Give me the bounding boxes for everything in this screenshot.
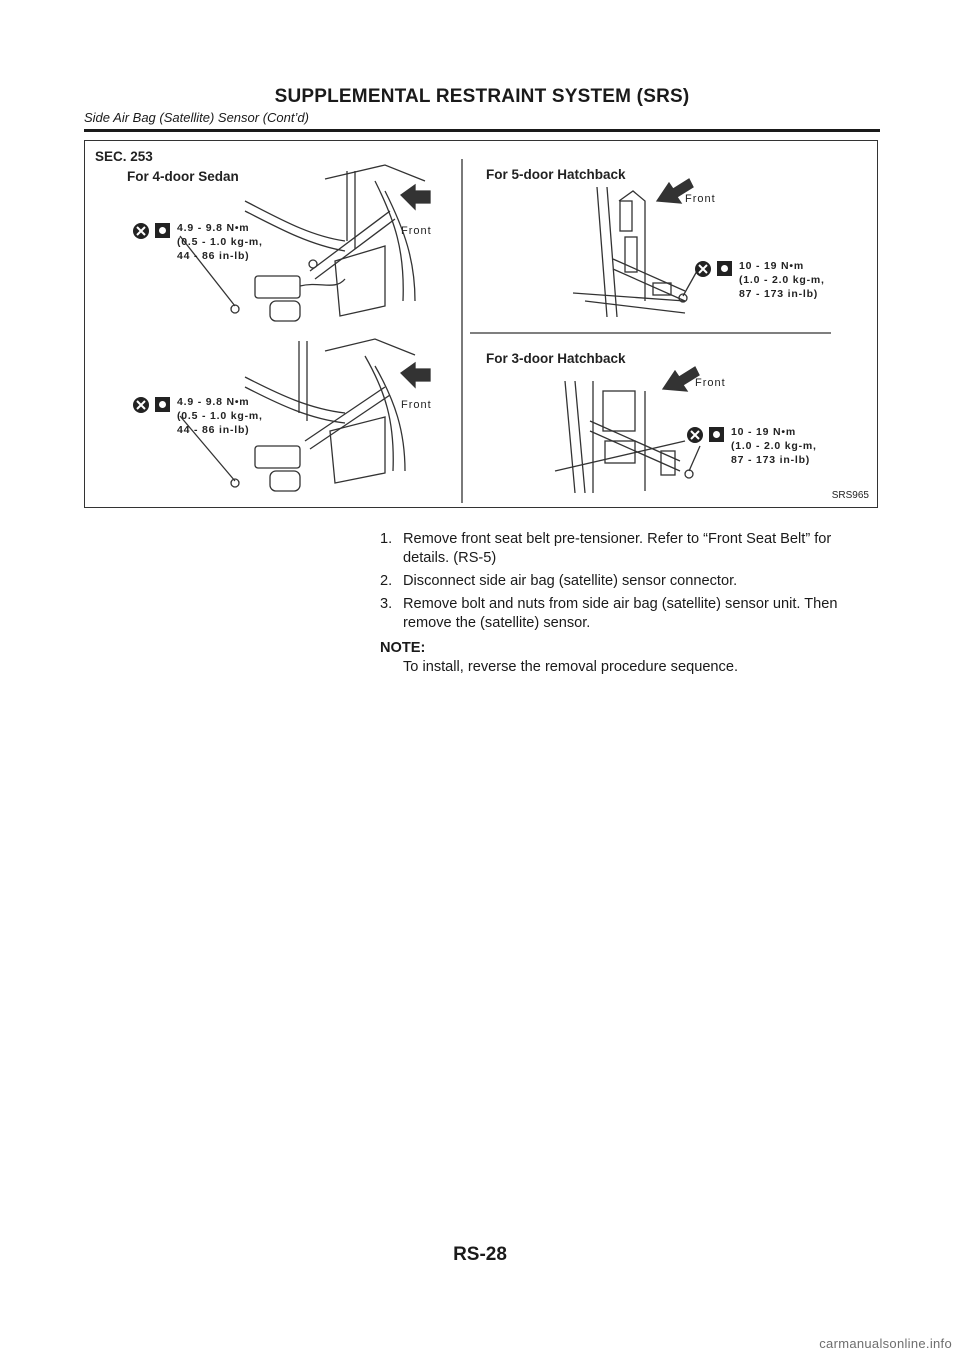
torque-spec-hatchback3: 10 - 19 N•m (1.0 - 2.0 kg-m, 87 - 173 in-lb) [731, 426, 817, 466]
figure-code: SRS965 [831, 490, 869, 501]
section-label: SEC. 253 [95, 149, 153, 164]
front-label-4: Front [695, 377, 726, 389]
header-rule [84, 129, 880, 132]
note-text: To install, reverse the removal procedure sequence. [403, 659, 739, 675]
note-title: NOTE: [380, 640, 426, 656]
page-header [84, 86, 880, 126]
torque-spec-hatchback5: 10 - 19 N•m (1.0 - 2.0 kg-m, 87 - 173 in-lb) [739, 260, 825, 300]
panel-title-hatchback3: For 3-door Hatchback [486, 351, 626, 366]
front-label-3: Front [685, 193, 716, 205]
front-arrow-4 [663, 367, 699, 391]
torque-spec-sedan-lower: 4.9 - 9.8 N•m (0.5 - 1.0 kg-m, 44 - 86 in-lb) [177, 396, 263, 436]
watermark-link[interactable]: carmanualsonline.info [819, 1336, 952, 1351]
page-title: SUPPLEMENTAL RESTRAINT SYSTEM (SRS) [274, 86, 690, 107]
front-label-1: Front [401, 225, 432, 237]
hatchback3-drawing [555, 381, 700, 493]
procedure-step: 1. Remove front seat belt pre-tensioner. Refer to “Front Seat Belt” for details. (RS-5) [380, 531, 832, 566]
hatchback5-drawing [573, 187, 697, 317]
front-arrow-1 [401, 185, 430, 209]
panel-title-sedan: For 4-door Sedan [127, 169, 239, 184]
procedure-step: 2. Disconnect side air bag (satellite) sensor connector. [380, 573, 738, 589]
panel-title-hatchback5: For 5-door Hatchback [486, 167, 626, 182]
procedure-step: 3. Remove bolt and nuts from side air bag (satellite) sensor unit. Then remove the (satellite) sensor. [380, 596, 838, 631]
page-subtitle: Side Air Bag (Satellite) Sensor (Cont’d) [84, 110, 309, 125]
front-arrow-2 [401, 363, 430, 387]
page-number: RS-28 [453, 1244, 507, 1265]
front-label-2: Front [401, 399, 432, 411]
torque-spec-sedan-upper: 4.9 - 9.8 N•m (0.5 - 1.0 kg-m, 44 - 86 in-lb) [177, 222, 263, 262]
installation-figure [84, 140, 878, 508]
procedure-text [380, 530, 880, 677]
